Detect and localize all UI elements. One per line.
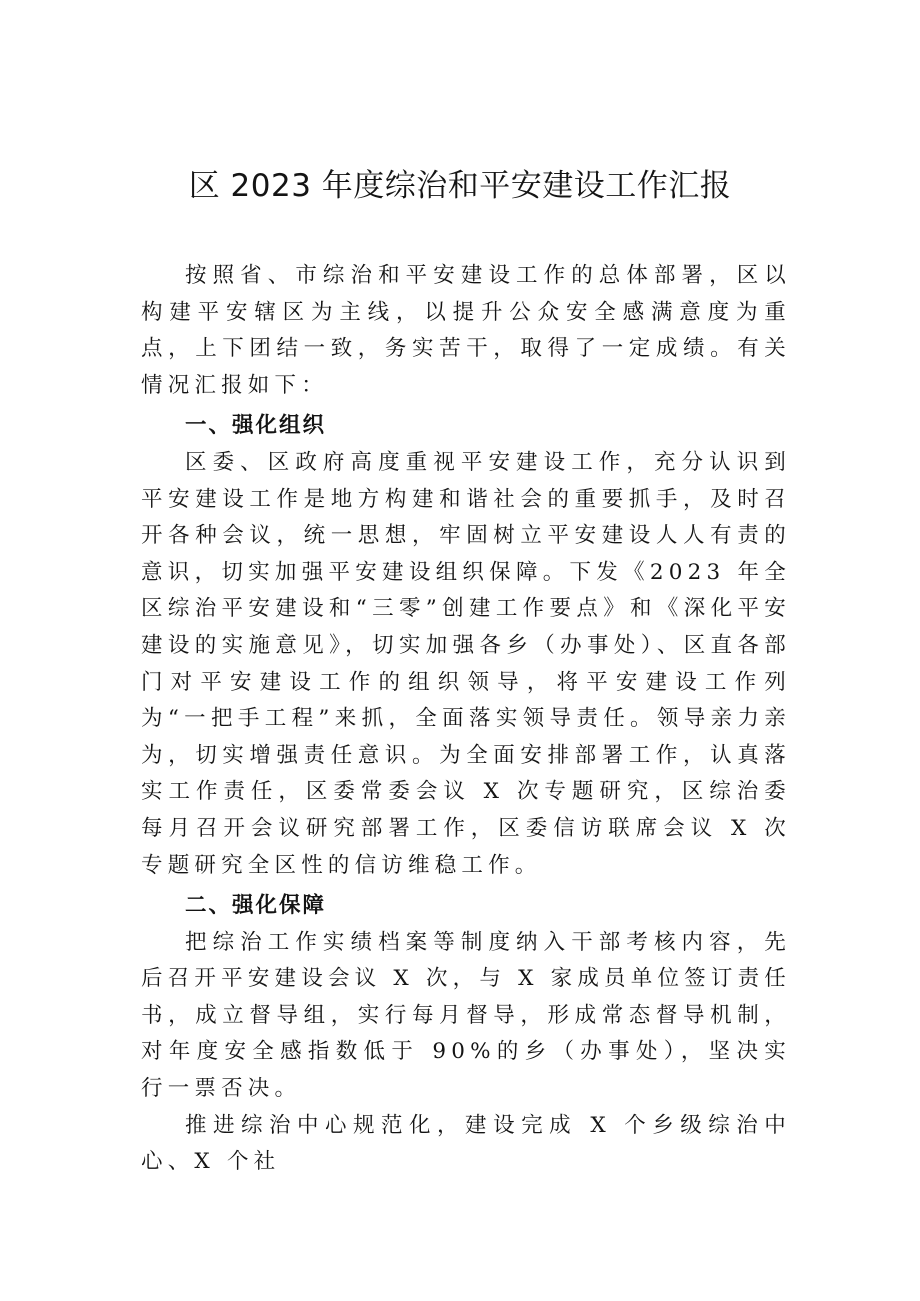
section-heading-guarantee: 二、强化保障 [185,893,327,919]
document-title: 区 2023 年度综治和平安建设工作汇报 [188,168,732,204]
section-paragraph: 把综治工作实绩档案等制度纳入干部考核内容，先后召开平安建设会议 X 次，与 X 家成员单位签订责任书，成立督导组，实行每月督导，形成常态督导机制，对年度安全感指数低于 90%的乡（办事处），坚决实行一票否决。 [141,929,791,1102]
section-paragraph: 推进综治中心规范化，建设完成 X 个乡级综治中心、X 个社 [141,1112,791,1175]
intro-paragraph: 按照省、市综治和平安建设工作的总体部署，区以构建平安辖区为主线，以提升公众安全感满意度为重点，上下团结一致，务实苦干，取得了一定成绩。有关情况汇报如下： [141,263,791,398]
document-body [141,258,791,1181]
section-paragraph: 区委、区政府高度重视平安建设工作，充分认识到平安建设工作是地方构建和谐社会的重要抓手，及时召开各种会议，统一思想，牢固树立平安建设人人有责的意识，切实加强平安建设组织保障。下发《2023 年全区综治平安建设和“三零”创建工作要点》和《深化平安建设的实施意见》，切实加强各乡（办事处）、区直各部门对平安建设工作的组织领导，将平安建设工作列为“一把手工程”来抓，全面落实领导责任。领导亲力亲为，切实增强责任意识。为全面安排部署工作，认真落实工作责任，区委常委会议 X 次专题研究，区综治委每月召开会议研究部署工作，区委信访联席会议 X 次专题研究全区性的信访维稳工作。 [141,449,791,878]
section-heading-organization: 一、强化组织 [185,413,327,439]
